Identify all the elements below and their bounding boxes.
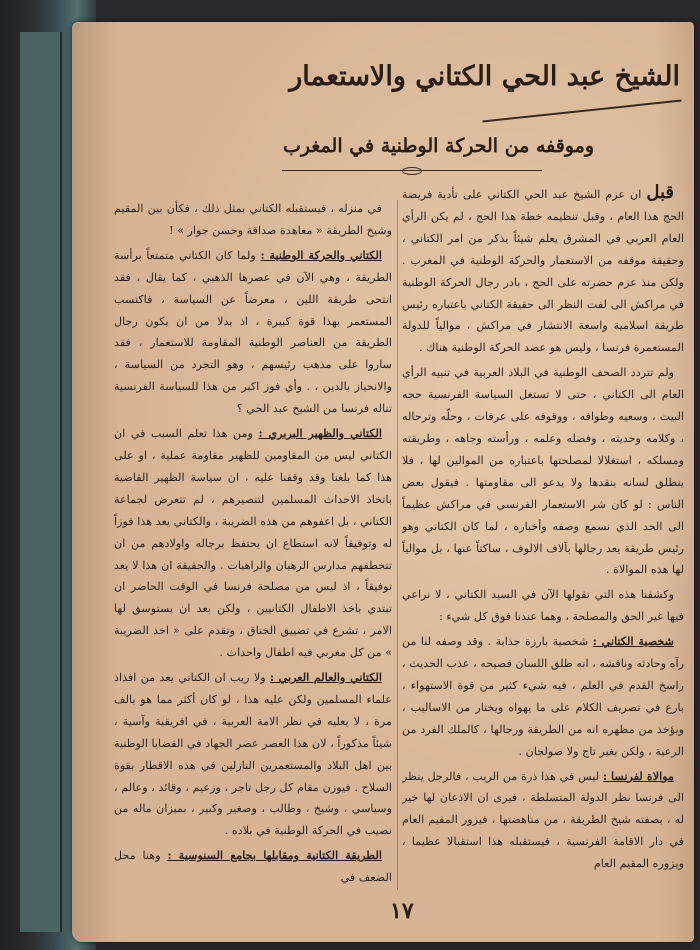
- paragraph-text: ومن هذا تعلم السبب في ان الكتاني ليس من المقاومين للظهير مقاومة عملية ، او على هذا كما بلغنا وقد وقفنا عليه ، ان سياسة الظهير القاضية باتخاذ الاحداث المسلمين لتنصيرهم ، لم تتعرض لجماعة الكتاني ، بل اعفوهم من هذه الضريبة ، والكتاني يعد هذا فوزاً له وتوفيقاً لانه استطاع ان يحتفظ برجاله واولادهم من ان تتخطفهم مدارس الرهبان والراهبات . والحقيقة ان هذا لا يعد توفيقاً ، اذ ليس من مصلحة فرنسا في الوقت الحاضر ان تبتدي باخذ الاطفال الكتانيين ، ولكن بعد ان يستوسق لها الامر ، تشرع في تضييق الخناق ، وتقدم على « اخذ الضريبة » من كل مغربي فيه اطفال واحداث .: [114, 427, 392, 660]
- paragraph-text: ان عزم الشيخ عبد الحي الكتاني على تأدية فريضة الحج هذا العام ، وقبل تنظيمه خطة هذا الحج ، لم يكن الرأي العام العربي في المشرق يعلم شيئاً يذكر من امر الكتاني ، وحقيقة موقفه من الاستعمار والحركة الوطنية في المغرب . ولكن منذ عزم حضرته على الحج ، بادر رجال الحركة الوطنية في مراكش الى لفت النظر الى حقيقة الكتاني باعتباره رئيس طريقة اسلامية واسعة الانتشار في مراكش ، موالياً للدولة المستعمرة فرنسا ، وليس هو عضد الحركة الوطنية هناك .: [402, 188, 684, 355]
- article-title: الشيخ عبد الحي الكتاني والاستعمار: [289, 61, 680, 92]
- paragraph: وكشفنا هذه التي تقولها الآن في السيد الكتاني ، لا نراعي فيها غير الحق والمصلحة ، وهما عندنا فوق كل شيء :: [402, 588, 684, 624]
- paragraph: [114, 667, 392, 842]
- article-subtitle: وموقفه من الحركة الوطنية في المغرب: [283, 135, 594, 157]
- paragraph: [114, 245, 392, 420]
- paragraph: [114, 845, 392, 889]
- left-column: [114, 198, 392, 898]
- section-heading: الكتاني والحركة الوطنية :: [260, 247, 382, 262]
- section-heading: الكتاني والظهير البربري :: [258, 426, 382, 441]
- paragraph: [402, 766, 684, 876]
- column-divider: [397, 200, 398, 890]
- magazine-page: [72, 22, 694, 942]
- paragraph-text: ليس في هذا ذرة من الريب ، فالرجل ينظر الى فرنسا نظر الدولة المتسلطة ، فيرى ان الاذعان لها خير له ، بصفته شيخ الطريقة ، من مناهضتها ، فيزور المقيم العام في دار الاقامة الفرنسية ، فيستقبله هذا استقبالا عظيما ، ويزوره المقيم العام: [402, 769, 684, 871]
- paragraph-text: ولما كان الكتاني متمتعاً برأسة الطريقة ، وهي الآن في عصرها الذهبي ، كما يقال ، فقد انتحى طريقة اللين ، معرضاً عن السياسة ، فاكتسب المستعمر بهذا قوة كبيرة ، اذ بدلا من ان يكون رجال الطريقة من العناصر الوطنية المقاومة للاستعمار ، فقد ساروا على مذهب رئيسهم ، وهو التجرد من السياسة ، والانحياز بالدين ، . وأي فوز اكبر من هذا للسياسة الفرنسية تناله فرنسا من الشيخ عبد الحي ؟: [114, 248, 392, 416]
- section-heading: موالاة لفرنسا :: [602, 768, 674, 783]
- right-column: [402, 182, 684, 932]
- ornamental-rule: [282, 170, 542, 171]
- section-heading: شخصية الكتاني :: [592, 634, 675, 649]
- book-cover-edge: [20, 32, 62, 932]
- section-heading: الكتاني والعالم العربي :: [269, 670, 382, 685]
- paragraph: ولم تتردد الصحف الوطنية في البلاد العربية في تنبيه الرأي العام الى الكتاني ، حتى لا تستغل السياسة الفرنسية حجه البيت ، وسعيه وطوافه ، ووقوفه على عرفات ، وحلّه وترحاله ، وكلامه وحديثه ، وفضله وعلمه ، ورأسته وجاهه ، وطريقته ومسلكه ، استغلالا لمصلحتها باعتباره من الموالين لها ، فلا ينطلق لسانه بنقدها ولا يدعو الى مقاومتها . فيقول بعض الناس : لو كان شر الاستعمار الفرنسي في مراكش عظيماً الى الحد الذي نسمع وصفه وأخباره ، لما كان الكتاني وهو رئيس طريقة يعد رجالها بآلاف الالوف ، ساكتاً عنها ، بل موالياً لها هذه الموالاة .: [402, 366, 684, 577]
- title-underline: [482, 100, 681, 123]
- paragraph-text: وهنا محل الضعف في: [114, 849, 392, 885]
- page-number: ١٧: [390, 898, 414, 924]
- paragraph: [402, 182, 684, 359]
- paragraph: [402, 631, 684, 762]
- lead-word: قبل: [646, 182, 674, 203]
- paragraph-text: شخصية بارزة جذابة . وقد وصفه لنا من رآه وحادثه وناقشه ، انه طلق اللسان فصيحه ، عذب الحديث ، راسخ القدم في العلم ، فيه شيء كثير من قوة الاستهواء ، بارع في تصريف الكلام على ما يهواه ويختار من الاساليب ، ويؤخذ من مظهره انه من الطريقة ورجالها ، كالملك الفرد من الرعية ، ولكن بغير تاج ولا صولجان .: [402, 635, 684, 758]
- paragraph: [114, 423, 392, 664]
- paragraph: في منزله ، فيستقبله الكتاني بمثل ذلك ، فكأن بين المقيم وشيخ الطريقة « معاهدة صداقة وحسن جوار » !: [114, 202, 392, 237]
- section-heading: الطريقة الكتانية ومقابلها بجامع السنوسية :: [167, 848, 382, 863]
- paragraph-text: ولا ريب ان الكتاني يعد من افذاذ علماء المسلمين ولكن عليه هذا ، لو كان أكثر مما هو بالف مرة ، لا يعليه في نظر الامة العربية ، في افريقية وآسية ، شيئاً مذكوراً ، لان هذا العصر عصر الجهاد في القضايا الوطنية بين اهل البلاد والمستعمرين النازلين في هذه الاقطار بقوة السلاح . فيوزن مقام كل رجل تاجر ، وزعيم ، وقائد ، وعالم ، وسياسي ، وشيخ ، وطالب ، وصغير وكبير ، بميزان ماله من نصيب في الحركة الوطنية في بلاده .: [114, 671, 392, 838]
